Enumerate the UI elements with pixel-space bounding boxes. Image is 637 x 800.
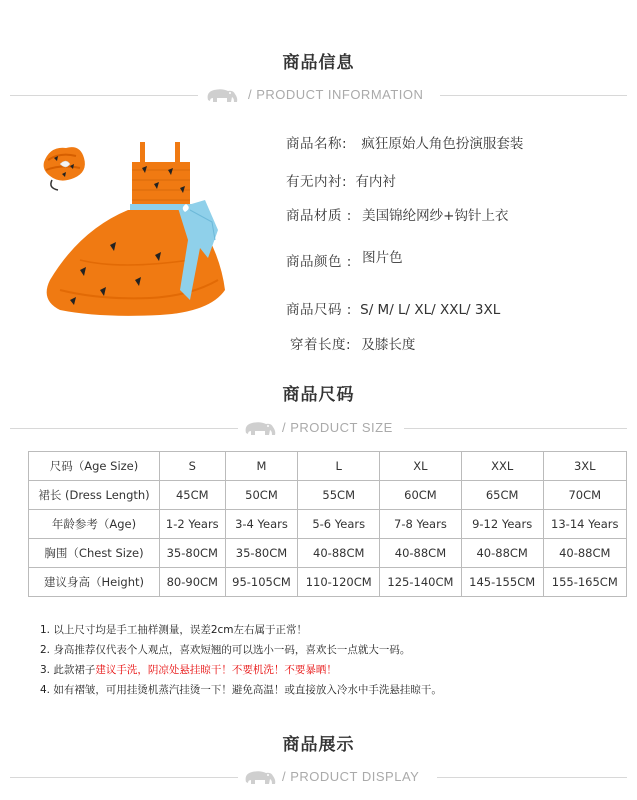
table-cell: 1-2 Years (160, 510, 226, 539)
table-cell: 9-12 Years (461, 510, 543, 539)
table-cell: 40-88CM (461, 539, 543, 568)
note-1: 1. 以上尺寸均是手工抽样测量，误差2cm左右属于正常！ (40, 624, 308, 636)
table-cell: 5-6 Years (298, 510, 380, 539)
table-row (29, 568, 627, 597)
table-cell: 55CM (298, 481, 380, 510)
table-row (29, 539, 627, 568)
table-header-cell: 尺码（Age Size) (29, 452, 160, 481)
note-3-warning: 建议手洗，阴凉处悬挂晾干！不要机洗！不要暴晒！ (95, 664, 337, 676)
section-title-size: 商品尺码 (282, 385, 355, 405)
info-label-size: 商品尺码 : (286, 302, 352, 318)
elephant-icon (202, 86, 242, 104)
divider-size (0, 418, 637, 438)
info-label-color: 商品颜色 : (286, 254, 352, 270)
info-label-lining: 有无内衬: (286, 174, 348, 190)
info-value-name: 疯狂原始人角色扮演服套装 (361, 136, 524, 152)
table-header-cell: M (225, 452, 298, 481)
table-cell: 110-120CM (298, 568, 380, 597)
section-subtitle-size: / PRODUCT SIZE (282, 420, 393, 435)
note-3 (40, 660, 442, 680)
table-cell: 155-165CM (543, 568, 626, 597)
section-subtitle-info: / PRODUCT INFORMATION (248, 87, 424, 102)
table-header-cell: S (160, 452, 226, 481)
table-cell: 80-90CM (160, 568, 226, 597)
info-value-lining: 有内衬 (355, 174, 396, 190)
info-label-length: 穿着长度: (290, 337, 352, 353)
table-cell: 40-88CM (380, 539, 462, 568)
table-row (29, 510, 627, 539)
note-3-prefix: 3. 此款裙子 (40, 664, 96, 676)
table-cell: 裙长 (Dress Length) (29, 481, 160, 510)
table-cell: 145-155CM (461, 568, 543, 597)
table-cell: 95-105CM (225, 568, 298, 597)
info-label-material: 商品材质 : (286, 208, 352, 224)
table-cell: 45CM (160, 481, 226, 510)
info-value-size: S/ M/ L/ XL/ XXL/ 3XL (360, 302, 501, 318)
section-title-display: 商品展示 (282, 735, 355, 755)
info-value-material: 美国锦纶网纱+钩针上衣 (362, 208, 509, 224)
note-4: 4. 如有褶皱，可用挂烫机蒸汽挂烫一下！避免高温！或直接放入冷水中手洗悬挂晾干。 (40, 684, 442, 696)
divider-display (0, 767, 637, 787)
table-cell: 年龄参考（Age) (29, 510, 160, 539)
table-header-cell: L (298, 452, 380, 481)
note-2: 2. 身高推荐仅代表个人观点，喜欢短翘的可以选小一码，喜欢长一点就大一码。 (40, 644, 411, 656)
table-row (29, 481, 627, 510)
info-row-material (286, 204, 508, 224)
info-value-length: 及膝长度 (361, 337, 416, 353)
table-header-cell: XL (380, 452, 462, 481)
table-cell: 60CM (380, 481, 462, 510)
table-cell: 13-14 Years (543, 510, 626, 539)
elephant-icon (240, 419, 280, 437)
dress-image (40, 140, 230, 340)
info-row-length (290, 333, 415, 353)
table-cell: 35-80CM (225, 539, 298, 568)
table-cell: 125-140CM (380, 568, 462, 597)
table-cell: 7-8 Years (380, 510, 462, 539)
divider-info (0, 85, 637, 105)
info-row-size (286, 298, 500, 318)
table-cell: 50CM (225, 481, 298, 510)
size-table (28, 451, 627, 597)
info-row-lining (286, 170, 396, 190)
table-cell: 35-80CM (160, 539, 226, 568)
care-notes (40, 620, 442, 700)
table-cell: 65CM (461, 481, 543, 510)
table-header-cell: 3XL (543, 452, 626, 481)
table-header-cell: XXL (461, 452, 543, 481)
elephant-icon (240, 768, 280, 786)
table-cell: 70CM (543, 481, 626, 510)
table-cell: 建议身高（Height) (29, 568, 160, 597)
table-cell: 3-4 Years (225, 510, 298, 539)
info-row-color (286, 250, 403, 270)
headband-bow (44, 147, 85, 190)
table-cell: 40-88CM (298, 539, 380, 568)
section-subtitle-display: / PRODUCT DISPLAY (282, 769, 420, 784)
table-cell: 胸围（Chest Size) (29, 539, 160, 568)
info-label-name: 商品名称: (286, 136, 348, 152)
info-value-color: 图片色 (362, 250, 403, 266)
info-row-name (286, 132, 523, 152)
table-header-row (29, 452, 627, 481)
section-title-info: 商品信息 (282, 53, 355, 73)
table-cell: 40-88CM (543, 539, 626, 568)
